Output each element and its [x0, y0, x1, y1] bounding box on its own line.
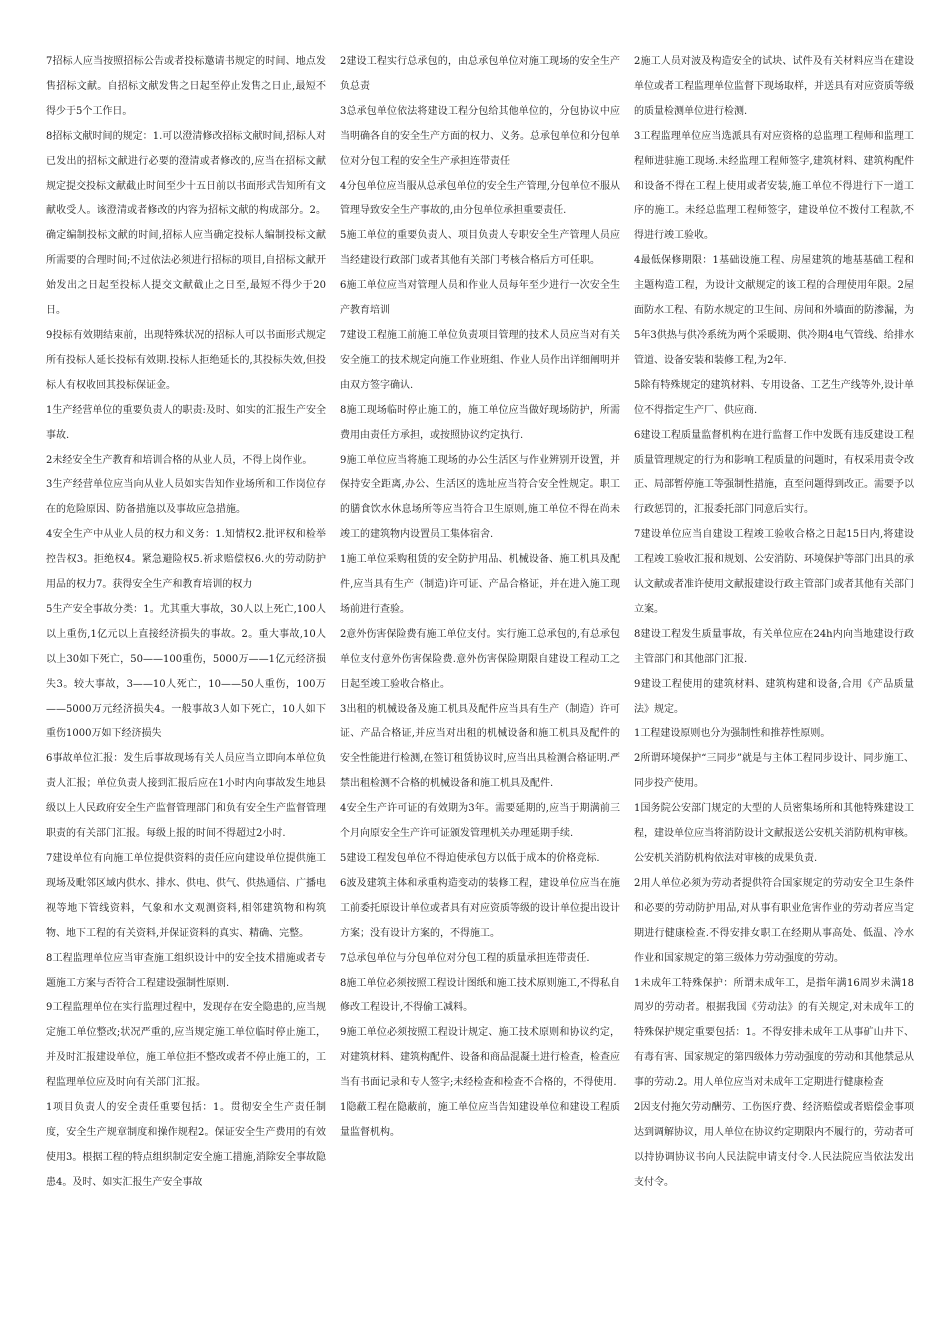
paragraph: 5除有特殊规定的建筑材料、专用设备、工艺生产线等外,设计单位不得指定生产厂、供应商. — [634, 379, 914, 416]
paragraph: 8工程监理单位应当审查施工组织设计中的安全技术措施或者专题施工方案与否符合工程建设强制性原则. — [46, 952, 326, 989]
paragraph: 1国务院公安部门规定的大型的人员密集场所和其他特殊建设工程，建设单位应当将消防设计文献报送公安机关消防机构审核。公安机关消防机构依法对审核的成果负责. — [634, 803, 914, 864]
paragraph: 5施工单位的重要负责人、项目负责人专职安全生产管理人员应当经建设行政部门或者其他有关部门考核合格后方可任职。 — [340, 230, 620, 267]
paragraph: 7建设单位有向施工单位提供资料的责任应向建设单位提供施工现场及毗邻区域内供水、排水、供电、供气、供热通信、广播电视等地下管线资料，气象和水文观测资料,相邻建筑物和构筑物、地下工程的有关资料,并保证资料的真实、精确、完整。 — [46, 853, 326, 939]
paragraph: 2所谓环境保护“三同步”就是与主体工程同步设计、同步施工、同步投产使用。 — [634, 753, 914, 790]
text-column-2 — [340, 50, 620, 1342]
paragraph: 9工程监理单位在实行监理过程中，发现存在安全隐患的,应当规定施工单位整改;状况严重的,应当规定施工单位临时停止施工，并及时汇报建设单位，施工单位拒不整改或者不停止施工的，工程监理单位应及时向有关部门汇报。 — [46, 1002, 326, 1089]
paragraph: 8施工单位必须按照工程设计图纸和施工技术原则施工,不得私自修改工程设计,不得偷工减料。 — [340, 977, 620, 1014]
paragraph: 1施工单位采购租赁的安全防护用品、机械设备、施工机具及配件,应当具有生产（制造)许可证、产品合格证，并在进入施工现场前进行查验。 — [340, 554, 620, 615]
paragraph: 2未经安全生产教育和培训合格的从业人员，不得上岗作业。 — [46, 454, 313, 466]
paragraph: 9施工单位必须按照工程设计规定、施工技术原则和协议约定，对建筑材料、建筑构配件、设备和商品混凝土进行检查，检查应当有书面记录和专人签字;未经检查和检查不合格的，不得使用. — [340, 1027, 620, 1089]
paragraph: 4分包单位应当服从总承包单位的安全生产管理,分包单位不服从管理导致安全生产事故的,由分包单位承担重要责任. — [340, 180, 620, 217]
paragraph: 3工程监理单位应当选派具有对应资格的总监理工程师和监理工程师进驻施工现场.未经监理工程师签字,建筑材料、建筑构配件和设备不得在工程上使用或者安装,施工单位不得进行下一道工序的施工。未经总监理工程师签字，建设单位不拨付工程款,不得进行竣工验收。 — [634, 130, 914, 242]
paragraph: 8招标文献时间的规定：1.可以澄清修改招标文献时间,招标人对已发出的招标文献进行必要的澄清或者修改的,应当在招标文献规定提交投标文献截止时间至少十五日前以书面形式告知所有文献收受人。该澄清或者修改的内容为招标文献的构成部分。2。确定编制投标文献的时间,招标人应当确定投标人编制投标文献所需要的合理时间;不过依法必须进行招标的项目,自招标文献开始发出之日起至投标人提交文献截止之日至,最短不得少于20日。 — [46, 130, 326, 317]
paragraph: 9施工单位应当将施工现场的办公生活区与作业辨别开设置，并保持安全距离,办公、生活区的选址应当符合安全性规定。职工的膳食饮水休息场所等应当符合卫生原则,施工单位不得在尚未竣工的建筑物内设置员工集体宿舍. — [340, 454, 620, 541]
paragraph: 1未成年工特殊保护：所谓未成年工，是指年满16周岁未满18周岁的劳动者。根据我国《劳动法》的有关规定,对未成年工的特殊保护规定重要包括：1。不得安排未成年工从事矿山井下、有毒有害、国家规定的第四级体力劳动强度的劳动和其他禁忌从事的劳动.2。用人单位应当对未成年工定期进行健康检查 — [634, 977, 914, 1089]
paragraph: 2因支付拖欠劳动酬劳、工伤医疗费、经济赔偿或者赔偿金事项达到调解协议，用人单位在协议约定期限内不履行的，劳动者可以持协调协议书向人民法院申请支付令.人民法院应当依法发出支付令。 — [634, 1102, 914, 1188]
paragraph: 1工程建设原则也分为强制性和推荐性原则。 — [634, 728, 831, 740]
paragraph: 6建设工程质量监督机构在进行监督工作中发既有违反建设工程质量管理规定的行为和影响工程质量的问题时，有权采用责令改正、局部暂停施工等强制性措施，直至问题得到改正。需要予以行政惩罚的，汇报委托部门同意后实行。 — [634, 429, 914, 516]
paragraph: 1生产经营单位的重要负责人的职责:及时、如实的汇报生产安全事故. — [46, 404, 326, 441]
paragraph: 8施工现场临时停止施工的，施工单位应当做好现场防护，所需费用由责任方承担，或按照协议约定执行. — [340, 404, 620, 441]
paragraph: 9建设工程使用的建筑材料、建筑构建和设备,合用《产品质量法》规定。 — [634, 678, 914, 715]
paragraph: 3总承包单位依法将建设工程分包给其他单位的，分包协议中应当明确各自的安全生产方面的权力、义务。总承包单位和分包单位对分包工程的安全生产承担连带责任 — [340, 105, 620, 167]
paragraph: 7建设单位应当自建设工程竣工验收合格之日起15日内,将建设工程竣工验收汇报和规划、公安消防、环境保护等部门出具的承认文献或者准许使用文献报建设行政主管部门或者其他有关部门立案。 — [634, 529, 914, 615]
paragraph: 2建设工程实行总承包的，由总承包单位对施工现场的安全生产负总责 — [340, 56, 620, 92]
paragraph: 7总承包单位与分包单位对分包工程的质量承担连带责任. — [340, 952, 590, 964]
paragraph: 3生产经营单位应当向从业人员如实告知作业场所和工作岗位存在的危险原因、防备措施以及事故应急措施。 — [46, 479, 326, 516]
paragraph: 2意外伤害保险费有施工单位支付。实行施工总承包的,有总承包单位支付意外伤害保险费.意外伤害保险期限自建设工程动工之日起至竣工验收合格止。 — [340, 628, 620, 690]
text-column-1 — [46, 50, 326, 1342]
paragraph: 1隐蔽工程在隐蔽前，施工单位应当告知建设单位和建设工程质量监督机构。 — [340, 1102, 620, 1138]
paragraph: 2施工人员对波及构造安全的试块、试件及有关材料应当在建设单位或者工程监理单位监督下现场取样，并送具有对应资质等级的质量检测单位进行检测. — [634, 56, 914, 117]
paragraph: 8建设工程发生质量事故，有关单位应在24h内向当地建设行政主管部门和其他部门汇报. — [634, 628, 914, 665]
document-page — [46, 50, 914, 1342]
text-column-3 — [634, 50, 914, 1342]
paragraph: 5生产安全事故分类：1。尤其重大事故，30人以上死亡,100人以上重伤,1亿元以上直接经济损失的事故。2。重大事故,10人以上30如下死亡，50——100重伤，5000万——1亿元经济损失3。较大事故，3——10人死亡，10——50人重伤，100万——5000万元经济损失4。一般事故3人如下死亡，10人如下重伤1000万如下经济损失 — [46, 603, 326, 740]
paragraph: 4最低保修期限：1基础设施工程、房屋建筑的地基基础工程和主题构造工程，为设计文献规定的该工程的合理使用年限。2屋面防水工程、有防水规定的卫生间、房间和外墙面的防渗漏，为5年3供热与供冷系统为两个采暖期、供冷期4电气管线、给排水管道、设备安装和装修工程,为2年. — [634, 255, 914, 366]
paragraph: 5建设工程发包单位不得迫使承包方以低于成本的价格竞标. — [340, 853, 600, 864]
paragraph: 4安全生产中从业人员的权力和义务：1.知情权2.批评权和检举控告权3。拒绝权4。紧急避险权5.祈求赔偿权6.火的劳动防护用品的权力7。获得安全生产和教育培训的权力 — [46, 529, 326, 591]
paragraph: 4安全生产许可证的有效期为3年。需要延期的,应当于期满前三个月向原安全生产许可证颁发管理机关办理延期手续. — [340, 803, 620, 840]
paragraph: 2用人单位必须为劳动者提供符合国家规定的劳动安全卫生条件和必要的劳动防护用品,对从事有职业危害作业的劳动者应当定期进行健康检查.不得安排女职工在经期从事高处、低温、冷水作业和国家规定的第三级体力劳动强度的劳动。 — [634, 877, 914, 964]
paragraph: 9投标有效期结束前，出现特殊状况的招标人可以书面形式规定所有投标人延长投标有效期.投标人拒绝延长的,其投标失效,但投标人有权收回其投标保证金。 — [46, 329, 326, 391]
paragraph: 6事故单位汇报：发生后事故现场有关人员应当立即向本单位负责人汇报；单位负责人接到汇报后应在1小时内向事故发生地县级以上人民政府安全生产监督管理部门和负有安全生产监督管理职责的有关部门汇报。每级上报的时间不得超过2小时. — [46, 753, 326, 840]
paragraph: 6施工单位应当对管理人员和作业人员每年至少进行一次安全生产教育培训 — [340, 280, 620, 317]
paragraph: 7招标人应当按照招标公告或者投标邀请书规定的时间、地点发售招标文献。自招标文献发售之日起至停止发售之日止,最短不得少于5个工作日。 — [46, 56, 326, 117]
paragraph: 3出租的机械设备及施工机具及配件应当具有生产（制造）许可证、产品合格证,并应当对出租的机械设备和施工机具及配件的安全性能进行检测,在签订租赁协议时,应当出具检测合格证明.严禁出租检测不合格的机械设备和施工机具及配件. — [340, 703, 620, 790]
paragraph: 1项目负责人的安全责任重要包括：1。贯彻安全生产责任制度，安全生产规章制度和操作规程2。保证安全生产费用的有效使用3。根据工程的特点组织制定安全施工措施,消除安全事故隐患4。及时、如实汇报生产安全事故 — [46, 1102, 326, 1188]
paragraph: 7建设工程施工前施工单位负责项目管理的技术人员应当对有关安全施工的技术规定向施工作业班组、作业人员作出详细阐明并由双方签字确认. — [340, 329, 620, 391]
paragraph: 6波及建筑主体和承重构造变动的装修工程，建设单位应当在施工前委托原设计单位或者具有对应资质等级的设计单位提出设计方案；没有设计方案的，不得施工。 — [340, 877, 620, 939]
